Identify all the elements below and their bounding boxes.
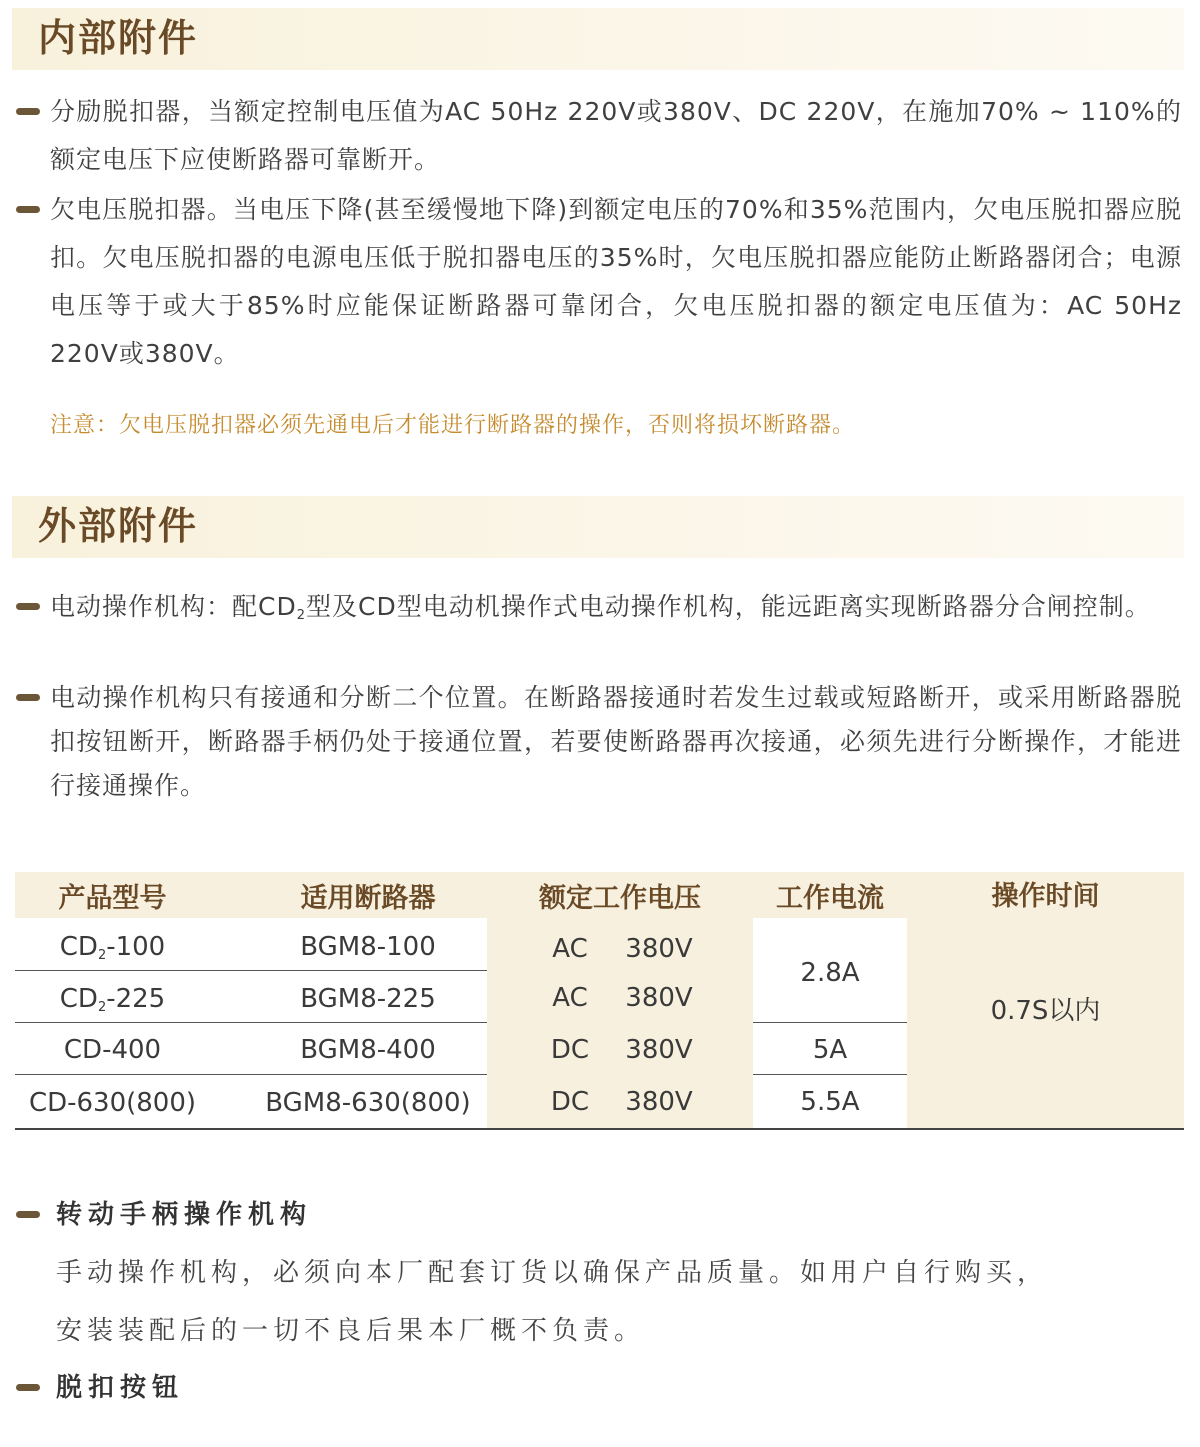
handle-mechanism-text xyxy=(56,1244,1170,1360)
section-title: 外部附件 xyxy=(38,504,199,548)
handle-text-line: 安装装配后的一切不良后果本厂概不负责。 xyxy=(56,1316,646,1346)
table-cell-voltage: 380V xyxy=(625,1035,693,1065)
section-title: 内部附件 xyxy=(38,16,199,60)
table-header-cell: 工作电流 xyxy=(776,883,884,914)
table-cell-breaker: BGM8-400 xyxy=(300,1035,436,1065)
table-cell-model: CD-400 xyxy=(63,1035,162,1065)
table-cell-current: 2.8A xyxy=(800,958,860,988)
table-cell-model: $CD_2-100$ xyxy=(59,932,166,963)
table-cell-voltage: 380V xyxy=(625,934,693,964)
table-cell-current: 5.5A xyxy=(800,1087,860,1117)
bullet-dash-icon xyxy=(16,206,40,213)
table-header-cell: 产品型号 xyxy=(58,883,167,914)
subscript: 2 xyxy=(296,608,306,623)
bullet-text-part: 型及CD型电动机操作式电动操作机构，能远距离实现断路器分合闸控制。 xyxy=(306,592,1151,621)
bullet-dash-icon xyxy=(16,1384,40,1391)
table-cell-breaker: BGM8-630(800) xyxy=(265,1088,471,1118)
bullet-dash-icon xyxy=(16,694,40,701)
handle-text-line: 手动操作机构，必须向本厂配套订货以确保产品质量。如用户自行购买， xyxy=(56,1258,1049,1288)
bullet-text-part: 电动操作机构：配CD xyxy=(50,592,297,621)
motor-operator-table xyxy=(15,872,1184,1130)
internal-bullet-undervoltage-release xyxy=(50,186,1182,378)
table-cell-voltage-type: AC xyxy=(552,983,588,1013)
bullet-dash-icon xyxy=(16,1211,40,1218)
table-cell-model: $CD_2-225$ xyxy=(59,984,166,1015)
section-header-internal xyxy=(12,8,1184,70)
table-row-divider xyxy=(753,1074,907,1075)
trip-button-title: 脱扣按钮 xyxy=(56,1373,185,1403)
bullet-text: 电动操作机构只有接通和分断二个位置。在断路器接通时若发生过载或短路断开，或采用断路器脱扣按钮断开，断路器手柄仍处于接通位置，若要使断路器再次接通，必须先进行分断操作，才能进行接通操作。 xyxy=(50,683,1182,800)
table-row-divider xyxy=(753,1022,907,1023)
external-bullet-positions xyxy=(50,676,1182,808)
warning-note: 注意：欠电压脱扣器必须先通电后才能进行断路器的操作，否则将损坏断路器。 xyxy=(50,413,856,438)
table-row-divider xyxy=(15,1074,487,1075)
table-bottom-border xyxy=(15,1128,1184,1130)
table-row-divider xyxy=(15,970,487,971)
table-row-divider xyxy=(15,1022,487,1023)
bullet-dash-icon xyxy=(16,603,40,610)
table-header-cell: 操作时间 xyxy=(991,881,1100,912)
table-cell-model: CD-630(800) xyxy=(28,1088,197,1118)
table-cell-voltage-type: DC xyxy=(550,1087,590,1117)
internal-bullet-shunt-release xyxy=(50,88,1182,184)
table-cell-voltage: 380V xyxy=(625,983,693,1013)
table-cell-current: 5A xyxy=(812,1035,848,1065)
table-cell-voltage: 380V xyxy=(625,1087,693,1117)
table-cell-voltage-type: DC xyxy=(550,1035,590,1065)
table-header-cell: 适用断路器 xyxy=(300,883,436,914)
table-cell-breaker: BGM8-100 xyxy=(300,932,436,962)
bullet-text: 欠电压脱扣器。当电压下降(甚至缓慢地下降)到额定电压的70%和35%范围内，欠电压脱扣器应脱扣。欠电压脱扣器的电源电压低于脱扣器电压的35%时，欠电压脱扣器应能防止断路器闭合；电源电压等于或大于85%时应能保证断路器可靠闭合，欠电压脱扣器的额定电压值为：AC 50Hz 220V或380V。 xyxy=(50,195,1182,368)
external-bullet-motor-operator xyxy=(50,583,1182,640)
table-header-cell: 额定工作电压 xyxy=(539,883,701,914)
table-cell-time: 0.7S以内 xyxy=(990,996,1101,1026)
table-cell-breaker: BGM8-225 xyxy=(300,984,436,1014)
handle-mechanism-title: 转动手柄操作机构 xyxy=(56,1200,313,1230)
section-header-external xyxy=(12,496,1184,558)
bullet-text: 分励脱扣器，当额定控制电压值为AC 50Hz 220V或380V、DC 220V，在施加70% ~ 110%的额定电压下应使断路器可靠断开。 xyxy=(50,97,1182,174)
bullet-dash-icon xyxy=(16,108,40,115)
table-cell-voltage-type: AC xyxy=(552,934,588,964)
